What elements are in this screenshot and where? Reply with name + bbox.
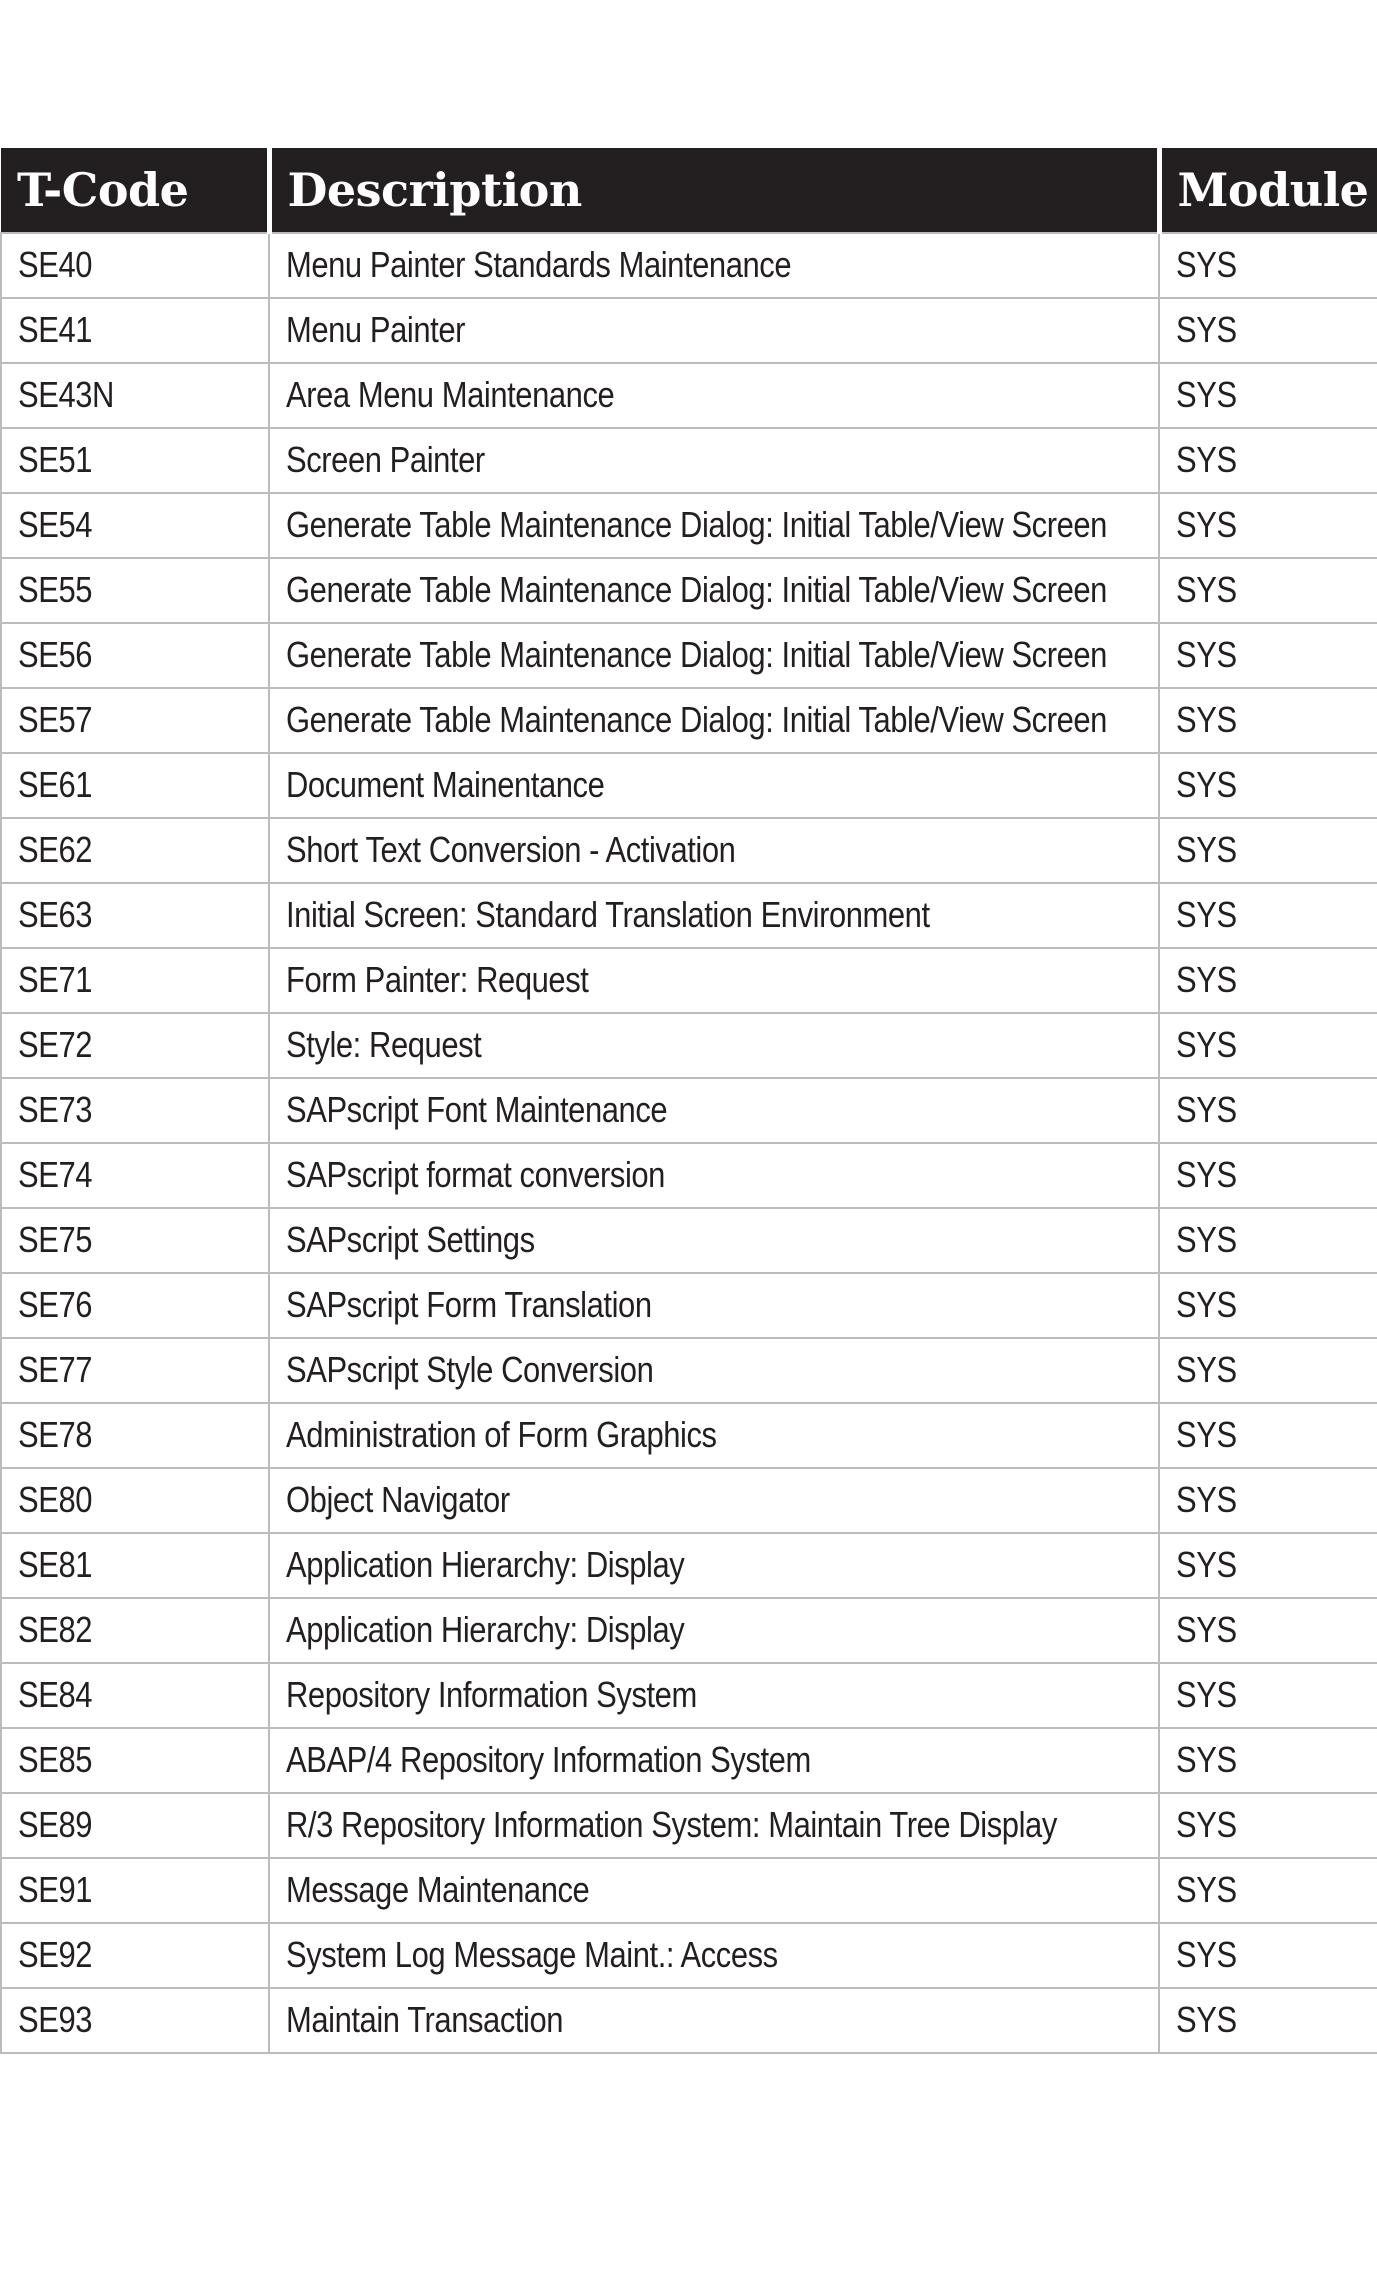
module-cell: [1159, 1793, 1377, 1858]
tcode-cell: [1, 233, 269, 298]
tcode-cell: [1, 1923, 269, 1988]
table-header: [1, 148, 1377, 233]
module-cell: [1159, 558, 1377, 623]
description-cell: [269, 1988, 1159, 2053]
description-cell-text: Generate Table Maintenance Dialog: Initial Table/View Screen: [286, 504, 1107, 545]
description-cell-text: Menu Painter Standards Maintenance: [286, 244, 792, 285]
table-row: [1, 1858, 1377, 1923]
module-cell: [1159, 493, 1377, 558]
module-cell-text: SYS: [1176, 1739, 1237, 1780]
description-cell-text: Administration of Form Graphics: [286, 1414, 717, 1455]
tcode-cell-text: SE43N: [18, 374, 114, 415]
tcode-cell: [1, 1858, 269, 1923]
module-cell-text: SYS: [1176, 1414, 1237, 1455]
description-cell: [269, 818, 1159, 883]
module-cell-text: SYS: [1176, 244, 1237, 285]
tcode-cell: [1, 1273, 269, 1338]
tcode-cell-text: SE80: [18, 1479, 93, 1520]
tcode-cell: [1, 1468, 269, 1533]
description-cell: [269, 623, 1159, 688]
module-cell-text: SYS: [1176, 1219, 1237, 1260]
table-row: [1, 883, 1377, 948]
module-cell-text: SYS: [1176, 829, 1237, 870]
tcode-cell-text: SE72: [18, 1024, 93, 1065]
tcode-cell: [1, 1403, 269, 1468]
tcode-cell-text: SE85: [18, 1739, 93, 1780]
description-cell-text: Generate Table Maintenance Dialog: Initial Table/View Screen: [286, 699, 1107, 740]
module-cell: [1159, 1143, 1377, 1208]
description-cell-text: SAPscript format conversion: [286, 1154, 665, 1195]
description-cell-text: SAPscript Style Conversion: [286, 1349, 654, 1390]
tcode-cell-text: SE78: [18, 1414, 93, 1455]
tcode-cell: [1, 493, 269, 558]
module-cell: [1159, 233, 1377, 298]
module-cell: [1159, 1663, 1377, 1728]
module-cell-text: SYS: [1176, 1869, 1237, 1910]
table-row: [1, 1208, 1377, 1273]
module-cell-text: SYS: [1176, 439, 1237, 480]
tcode-cell-text: SE41: [18, 309, 93, 350]
description-cell: [269, 558, 1159, 623]
tcode-cell-text: SE77: [18, 1349, 93, 1390]
tcode-cell: [1, 298, 269, 363]
tcode-cell-text: SE73: [18, 1089, 93, 1130]
description-cell: [269, 1273, 1159, 1338]
tcode-cell: [1, 948, 269, 1013]
description-cell-text: Screen Painter: [286, 439, 485, 480]
description-cell: [269, 298, 1159, 363]
table-row: [1, 1468, 1377, 1533]
tcode-cell: [1, 623, 269, 688]
table-row: [1, 493, 1377, 558]
tcode-cell-text: SE61: [18, 764, 93, 805]
tcode-cell: [1, 1793, 269, 1858]
module-cell-text: SYS: [1176, 1999, 1237, 2040]
description-cell: [269, 948, 1159, 1013]
description-cell-text: R/3 Repository Information System: Maintain Tree Display: [286, 1804, 1057, 1845]
tcode-cell: [1, 1143, 269, 1208]
header-row: [1, 148, 1377, 233]
module-cell: [1159, 1273, 1377, 1338]
table-row: [1, 1078, 1377, 1143]
tcode-cell: [1, 883, 269, 948]
tcode-cell: [1, 1663, 269, 1728]
description-cell: [269, 233, 1159, 298]
description-cell-text: Area Menu Maintenance: [286, 374, 615, 415]
module-cell-text: SYS: [1176, 1349, 1237, 1390]
module-cell-text: SYS: [1176, 374, 1237, 415]
description-cell: [269, 1598, 1159, 1663]
module-cell-text: SYS: [1176, 1804, 1237, 1845]
tcode-cell-text: SE63: [18, 894, 93, 935]
module-cell-text: SYS: [1176, 504, 1237, 545]
module-cell: [1159, 948, 1377, 1013]
tcode-cell-text: SE84: [18, 1674, 93, 1715]
description-cell: [269, 493, 1159, 558]
module-cell: [1159, 428, 1377, 493]
module-cell: [1159, 1858, 1377, 1923]
tcode-cell: [1, 1338, 269, 1403]
header-tcode: T-Code: [1, 148, 269, 233]
table-row: [1, 1273, 1377, 1338]
tcode-cell-text: SE92: [18, 1934, 93, 1975]
tcode-cell-text: SE93: [18, 1999, 93, 2040]
header-module: Module: [1159, 148, 1377, 233]
module-cell: [1159, 1013, 1377, 1078]
description-cell: [269, 883, 1159, 948]
tcode-cell: [1, 753, 269, 818]
module-cell-text: SYS: [1176, 1544, 1237, 1585]
module-cell-text: SYS: [1176, 1674, 1237, 1715]
description-cell-text: ABAP/4 Repository Information System: [286, 1739, 811, 1780]
module-cell: [1159, 753, 1377, 818]
table-row: [1, 818, 1377, 883]
tcode-cell: [1, 558, 269, 623]
module-cell-text: SYS: [1176, 959, 1237, 1000]
tcode-cell-text: SE40: [18, 244, 93, 285]
tcode-cell-text: SE62: [18, 829, 93, 870]
module-cell: [1159, 1988, 1377, 2053]
description-cell: [269, 1793, 1159, 1858]
tcode-cell-text: SE55: [18, 569, 93, 610]
tcode-cell: [1, 1078, 269, 1143]
module-cell: [1159, 1403, 1377, 1468]
module-cell-text: SYS: [1176, 309, 1237, 350]
module-cell-text: SYS: [1176, 764, 1237, 805]
tcode-cell-text: SE82: [18, 1609, 93, 1650]
tcode-cell-text: SE54: [18, 504, 93, 545]
description-cell-text: System Log Message Maint.: Access: [286, 1934, 778, 1975]
description-cell-text: Application Hierarchy: Display: [286, 1609, 685, 1650]
description-cell: [269, 428, 1159, 493]
table-row: [1, 753, 1377, 818]
tcode-cell-text: SE51: [18, 439, 93, 480]
tcode-cell-text: SE89: [18, 1804, 93, 1845]
module-cell: [1159, 1208, 1377, 1273]
tcode-cell-text: SE56: [18, 634, 93, 675]
table-row: [1, 1533, 1377, 1598]
table-row: [1, 1663, 1377, 1728]
module-cell-text: SYS: [1176, 894, 1237, 935]
module-cell: [1159, 1338, 1377, 1403]
table-row: [1, 1013, 1377, 1078]
tcode-cell: [1, 1208, 269, 1273]
tcode-cell-text: SE71: [18, 959, 93, 1000]
description-cell: [269, 1143, 1159, 1208]
module-cell-text: SYS: [1176, 1154, 1237, 1195]
tcode-table: [0, 148, 1377, 2054]
module-cell-text: SYS: [1176, 1089, 1237, 1130]
table-row: [1, 1923, 1377, 1988]
description-cell-text: Generate Table Maintenance Dialog: Initial Table/View Screen: [286, 569, 1107, 610]
tcode-cell: [1, 1598, 269, 1663]
description-cell-text: Form Painter: Request: [286, 959, 589, 1000]
description-cell-text: Document Mainentance: [286, 764, 605, 805]
description-cell: [269, 363, 1159, 428]
description-cell: [269, 1533, 1159, 1598]
description-cell-text: SAPscript Form Translation: [286, 1284, 652, 1325]
description-cell: [269, 1728, 1159, 1793]
description-cell-text: Message Maintenance: [286, 1869, 590, 1910]
tcode-cell: [1, 1728, 269, 1793]
module-cell: [1159, 298, 1377, 363]
module-cell: [1159, 1078, 1377, 1143]
table-row: [1, 688, 1377, 753]
module-cell: [1159, 1468, 1377, 1533]
tcode-cell-text: SE81: [18, 1544, 93, 1585]
table-body: [1, 233, 1377, 2053]
header-description: Description: [269, 148, 1159, 233]
module-cell: [1159, 363, 1377, 428]
description-cell-text: Initial Screen: Standard Translation Environment: [286, 894, 930, 935]
table-row: [1, 1598, 1377, 1663]
tcode-cell-text: SE57: [18, 699, 93, 740]
description-cell-text: Style: Request: [286, 1024, 482, 1065]
module-cell: [1159, 1923, 1377, 1988]
module-cell-text: SYS: [1176, 569, 1237, 610]
module-cell-text: SYS: [1176, 699, 1237, 740]
tcode-cell: [1, 818, 269, 883]
table-row: [1, 1338, 1377, 1403]
module-cell-text: SYS: [1176, 1479, 1237, 1520]
description-cell-text: Menu Painter: [286, 309, 465, 350]
description-cell: [269, 1013, 1159, 1078]
module-cell: [1159, 688, 1377, 753]
description-cell: [269, 1468, 1159, 1533]
description-cell: [269, 1858, 1159, 1923]
module-cell-text: SYS: [1176, 634, 1237, 675]
table-row: [1, 1143, 1377, 1208]
module-cell: [1159, 1728, 1377, 1793]
table-row: [1, 1988, 1377, 2053]
tcode-cell-text: SE76: [18, 1284, 93, 1325]
tcode-cell-text: SE91: [18, 1869, 93, 1910]
description-cell: [269, 1078, 1159, 1143]
description-cell-text: Generate Table Maintenance Dialog: Initial Table/View Screen: [286, 634, 1107, 675]
tcode-cell: [1, 688, 269, 753]
description-cell-text: Object Navigator: [286, 1479, 510, 1520]
tcode-cell: [1, 428, 269, 493]
table-row: [1, 623, 1377, 688]
tcode-cell-text: SE75: [18, 1219, 93, 1260]
table-row: [1, 233, 1377, 298]
description-cell: [269, 1923, 1159, 1988]
module-cell-text: SYS: [1176, 1934, 1237, 1975]
table-row: [1, 948, 1377, 1013]
table-row: [1, 1403, 1377, 1468]
table-row: [1, 363, 1377, 428]
description-cell: [269, 753, 1159, 818]
description-cell-text: Maintain Transaction: [286, 1999, 564, 2040]
description-cell-text: SAPscript Font Maintenance: [286, 1089, 668, 1130]
table-row: [1, 1793, 1377, 1858]
module-cell-text: SYS: [1176, 1609, 1237, 1650]
tcode-cell: [1, 363, 269, 428]
module-cell: [1159, 1598, 1377, 1663]
module-cell: [1159, 883, 1377, 948]
table-row: [1, 1728, 1377, 1793]
description-cell-text: Short Text Conversion - Activation: [286, 829, 736, 870]
table-row: [1, 558, 1377, 623]
module-cell: [1159, 623, 1377, 688]
tcode-cell: [1, 1988, 269, 2053]
tcode-table-page: [0, 148, 1377, 2054]
description-cell: [269, 688, 1159, 753]
description-cell-text: Application Hierarchy: Display: [286, 1544, 685, 1585]
description-cell-text: SAPscript Settings: [286, 1219, 535, 1260]
tcode-cell: [1, 1533, 269, 1598]
description-cell: [269, 1403, 1159, 1468]
description-cell: [269, 1208, 1159, 1273]
module-cell-text: SYS: [1176, 1024, 1237, 1065]
module-cell-text: SYS: [1176, 1284, 1237, 1325]
description-cell: [269, 1338, 1159, 1403]
description-cell: [269, 1663, 1159, 1728]
description-cell-text: Repository Information System: [286, 1674, 697, 1715]
module-cell: [1159, 818, 1377, 883]
module-cell: [1159, 1533, 1377, 1598]
table-row: [1, 428, 1377, 493]
table-row: [1, 298, 1377, 363]
tcode-cell-text: SE74: [18, 1154, 93, 1195]
tcode-cell: [1, 1013, 269, 1078]
